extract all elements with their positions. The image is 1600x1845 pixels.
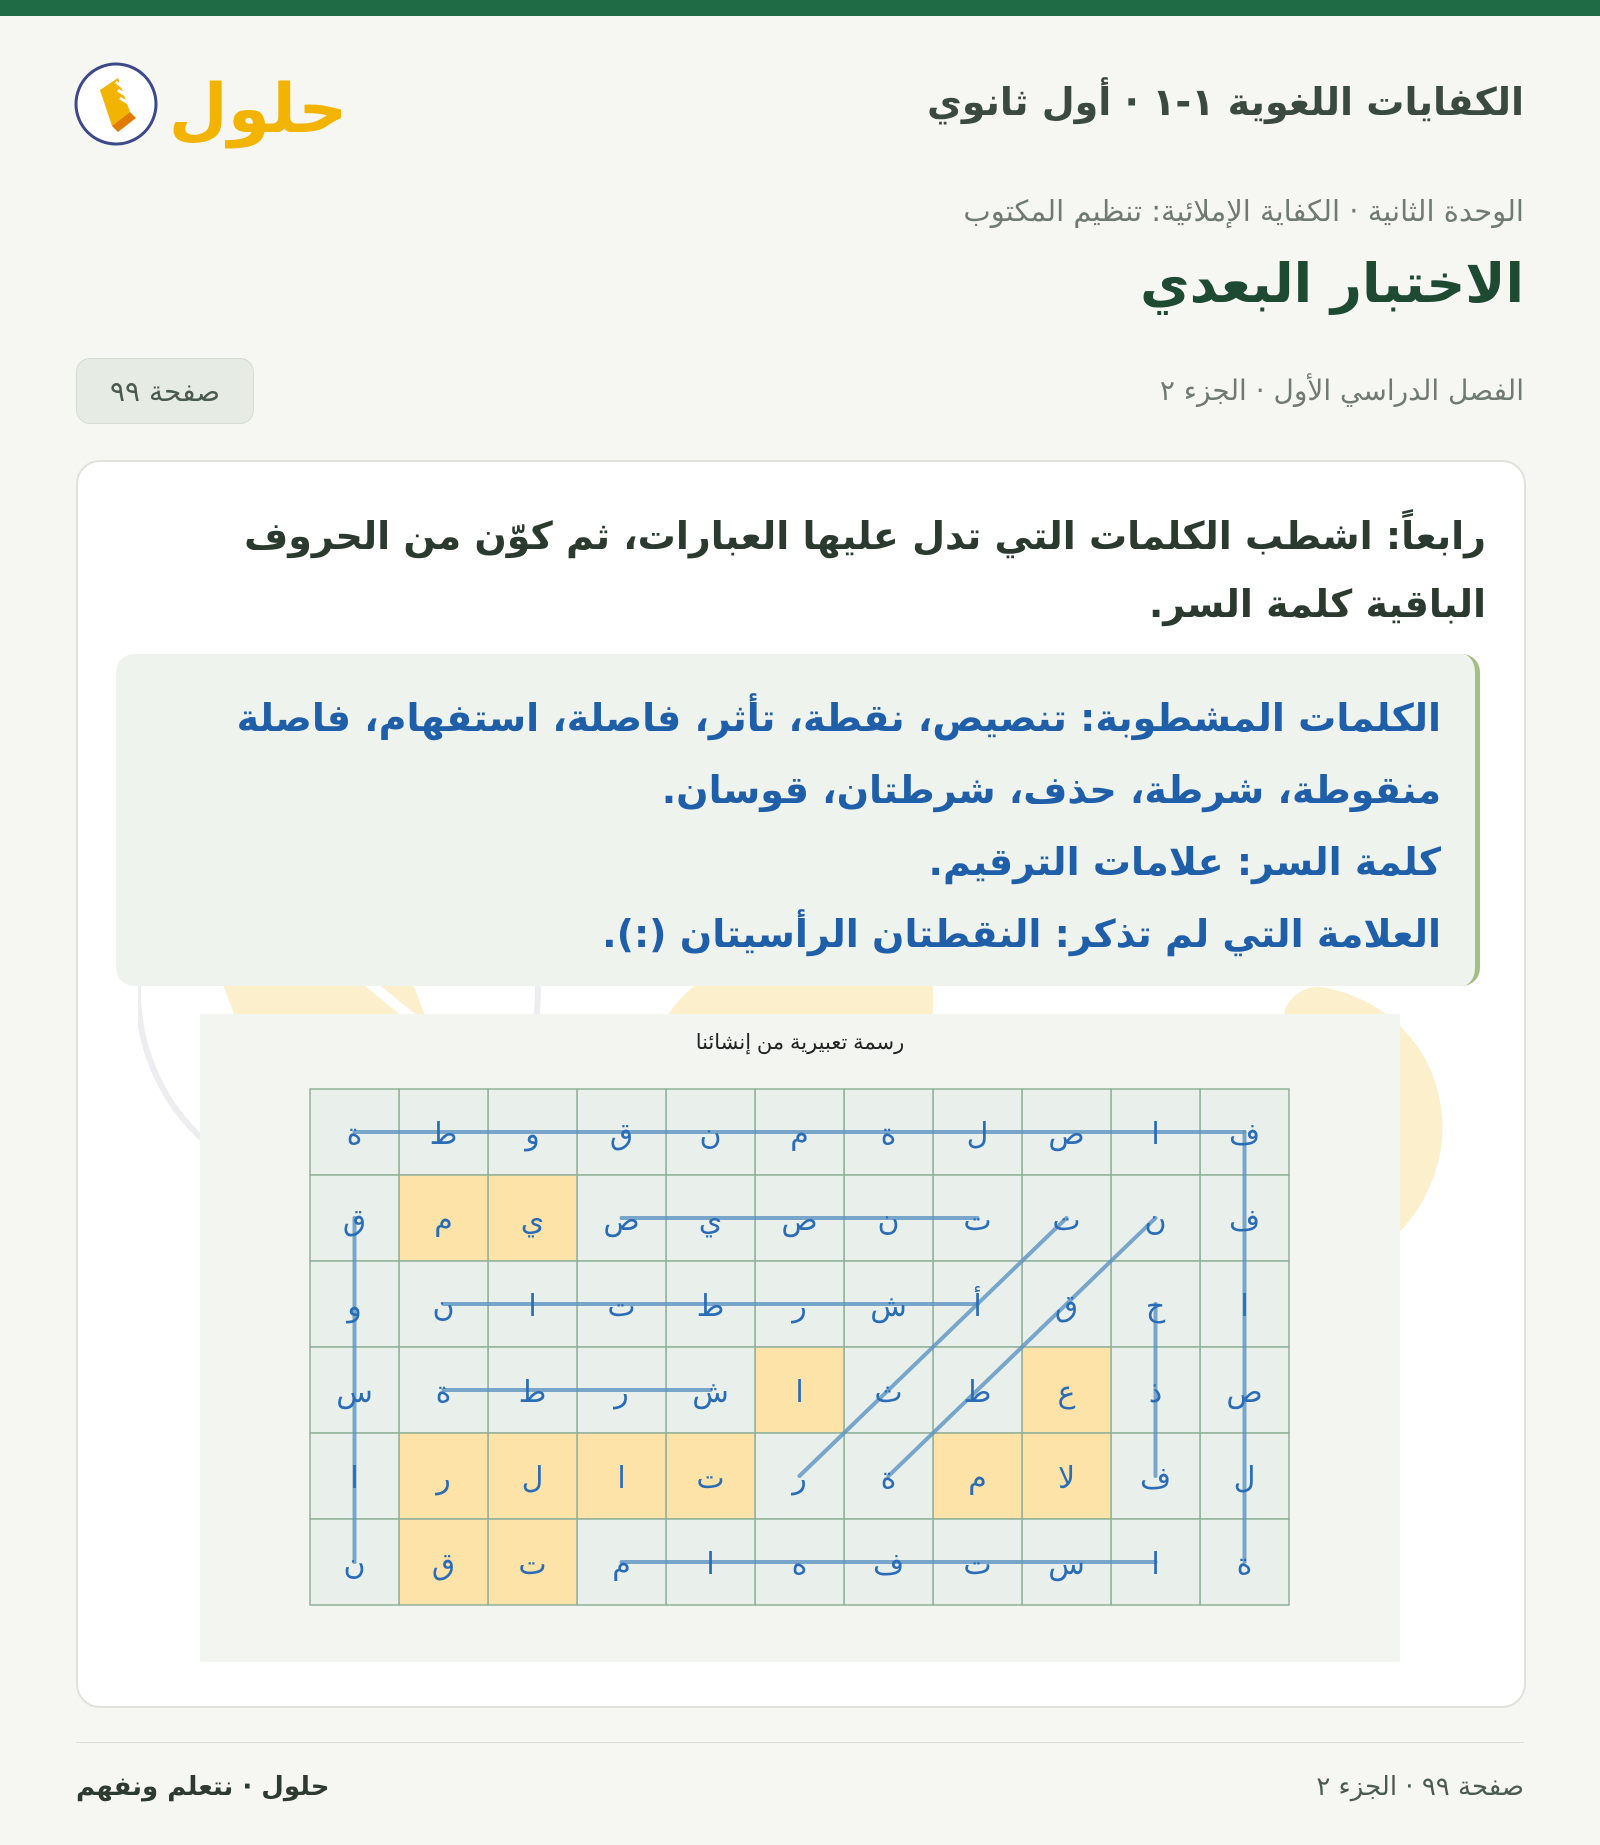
answer-missing-mark: العلامة التي لم تذكر: النقطتان الرأسيتان (:). [602, 912, 1441, 956]
grid-letter: ت [518, 1547, 547, 1582]
grid-letter: ة [435, 1375, 452, 1410]
grid-letter: ق [342, 1203, 367, 1238]
book-title: الكفايات اللغوية ١-١ · أول ثانوي [927, 80, 1524, 124]
grid-letter: ا [706, 1547, 715, 1582]
breadcrumb: الوحدة الثانية · الكفاية الإملائية: تنظيم المكتوب [963, 194, 1524, 228]
grid-letter: ط [518, 1375, 547, 1410]
grid-letter: س [1048, 1547, 1085, 1582]
grid-letter: ر [614, 1375, 629, 1410]
grid-letter: ذ [1148, 1375, 1163, 1410]
grid-letter: ن [877, 1203, 900, 1238]
answer-crossed-words: الكلمات المشطوبة: تنصيص، نقطة، تأثر، فاصلة، استفهام، فاصلة منقوطة، شرطة، حذف، شرطتان، قوسان. [236, 696, 1441, 812]
grid-letter: ص [603, 1203, 640, 1238]
footer-brand: حلول · نتعلم ونفهم [76, 1772, 330, 1802]
grid-letter: ح [1145, 1289, 1166, 1324]
grid-letter: ت [607, 1289, 636, 1324]
grid-letter: ا [1240, 1289, 1249, 1324]
grid-letter: ص [781, 1203, 818, 1238]
answer-box [116, 654, 1480, 986]
grid-letter: ا [795, 1375, 804, 1410]
grid-letter: ة [880, 1117, 897, 1152]
grid-letter: ط [429, 1117, 458, 1152]
grid-letter: ن [699, 1117, 722, 1152]
word-search-figure [200, 1014, 1400, 1662]
footer-page-info: صفحة ٩٩ · الجزء ٢ [1316, 1772, 1524, 1802]
grid-letter: ي [520, 1203, 545, 1238]
grid-letter: ق [1054, 1289, 1079, 1324]
grid-letter: م [790, 1117, 809, 1152]
grid-letter: ة [346, 1117, 363, 1152]
top-accent-bar [0, 0, 1600, 16]
grid-letter: ة [1236, 1547, 1253, 1582]
grid-letter: لا [1057, 1461, 1076, 1496]
word-search-grid [200, 1014, 1400, 1662]
grid-letter: ن [343, 1547, 366, 1582]
exercise-card [76, 460, 1526, 1708]
grid-letter: ص [1048, 1117, 1085, 1152]
page-badge-label: صفحة ٩٩ [110, 374, 221, 408]
grid-letter: ت [963, 1547, 992, 1582]
logo-icon [72, 52, 342, 162]
grid-letter: ف [1228, 1117, 1261, 1152]
grid-letter: و [525, 1117, 540, 1152]
grid-letter: ا [350, 1461, 359, 1496]
grid-letter: ث [874, 1375, 903, 1410]
grid-letter: ش [692, 1375, 729, 1410]
grid-letter: ع [1057, 1375, 1076, 1410]
page-badge [76, 358, 254, 424]
grid-letter: م [968, 1461, 987, 1496]
grid-letter: ه [791, 1547, 808, 1582]
grid-letter: س [336, 1375, 373, 1410]
question-text: رابعاً: اشطب الكلمات التي تدل عليها العبارات، ثم كوّن من الحروف الباقية كلمة السر. [244, 514, 1486, 626]
grid-letter: ق [431, 1547, 456, 1582]
grid-letter: ا [1151, 1547, 1160, 1582]
grid-letter: ة [880, 1461, 897, 1496]
grid-letter: ن [1144, 1203, 1167, 1238]
grid-letter: ش [870, 1289, 907, 1324]
grid-letter: ل [966, 1117, 989, 1152]
figure-caption: رسمة تعبيرية من إنشائنا [695, 1031, 905, 1054]
answer-secret-word: كلمة السر: علامات الترقيم. [928, 840, 1441, 884]
grid-letter: و [347, 1289, 362, 1324]
grid-letter: ن [432, 1289, 455, 1324]
term-info: الفصل الدراسي الأول · الجزء ٢ [1159, 374, 1524, 407]
grid-letter: ف [1139, 1461, 1172, 1496]
grid-letter: ت [696, 1461, 725, 1496]
grid-letter: ف [1228, 1203, 1261, 1238]
grid-letter: أ [973, 1289, 982, 1324]
grid-letter: ا [1151, 1117, 1160, 1152]
grid-letter: ا [528, 1289, 537, 1324]
grid-letter: ت [963, 1203, 992, 1238]
logo-wordmark: حلول [168, 70, 342, 149]
grid-letter: ط [963, 1375, 992, 1410]
grid-letter: ط [696, 1289, 725, 1324]
grid-letter: ر [792, 1289, 807, 1324]
site-logo[interactable] [72, 52, 342, 162]
footer-divider [76, 1742, 1524, 1743]
grid-letter: ي [698, 1203, 723, 1238]
grid-letter: م [612, 1547, 631, 1582]
grid-letter: م [434, 1203, 453, 1238]
grid-letter: ق [609, 1117, 634, 1152]
grid-letter: ت [1052, 1203, 1081, 1238]
grid-letter: ل [521, 1461, 544, 1496]
page-title: الاختبار البعدي [1140, 252, 1524, 315]
grid-letter: ر [792, 1461, 807, 1496]
grid-letter: ف [872, 1547, 905, 1582]
grid-letter: ل [1233, 1461, 1256, 1496]
grid-letter: ص [1226, 1375, 1263, 1410]
grid-letter: ر [436, 1461, 451, 1496]
grid-letter: ا [617, 1461, 626, 1496]
